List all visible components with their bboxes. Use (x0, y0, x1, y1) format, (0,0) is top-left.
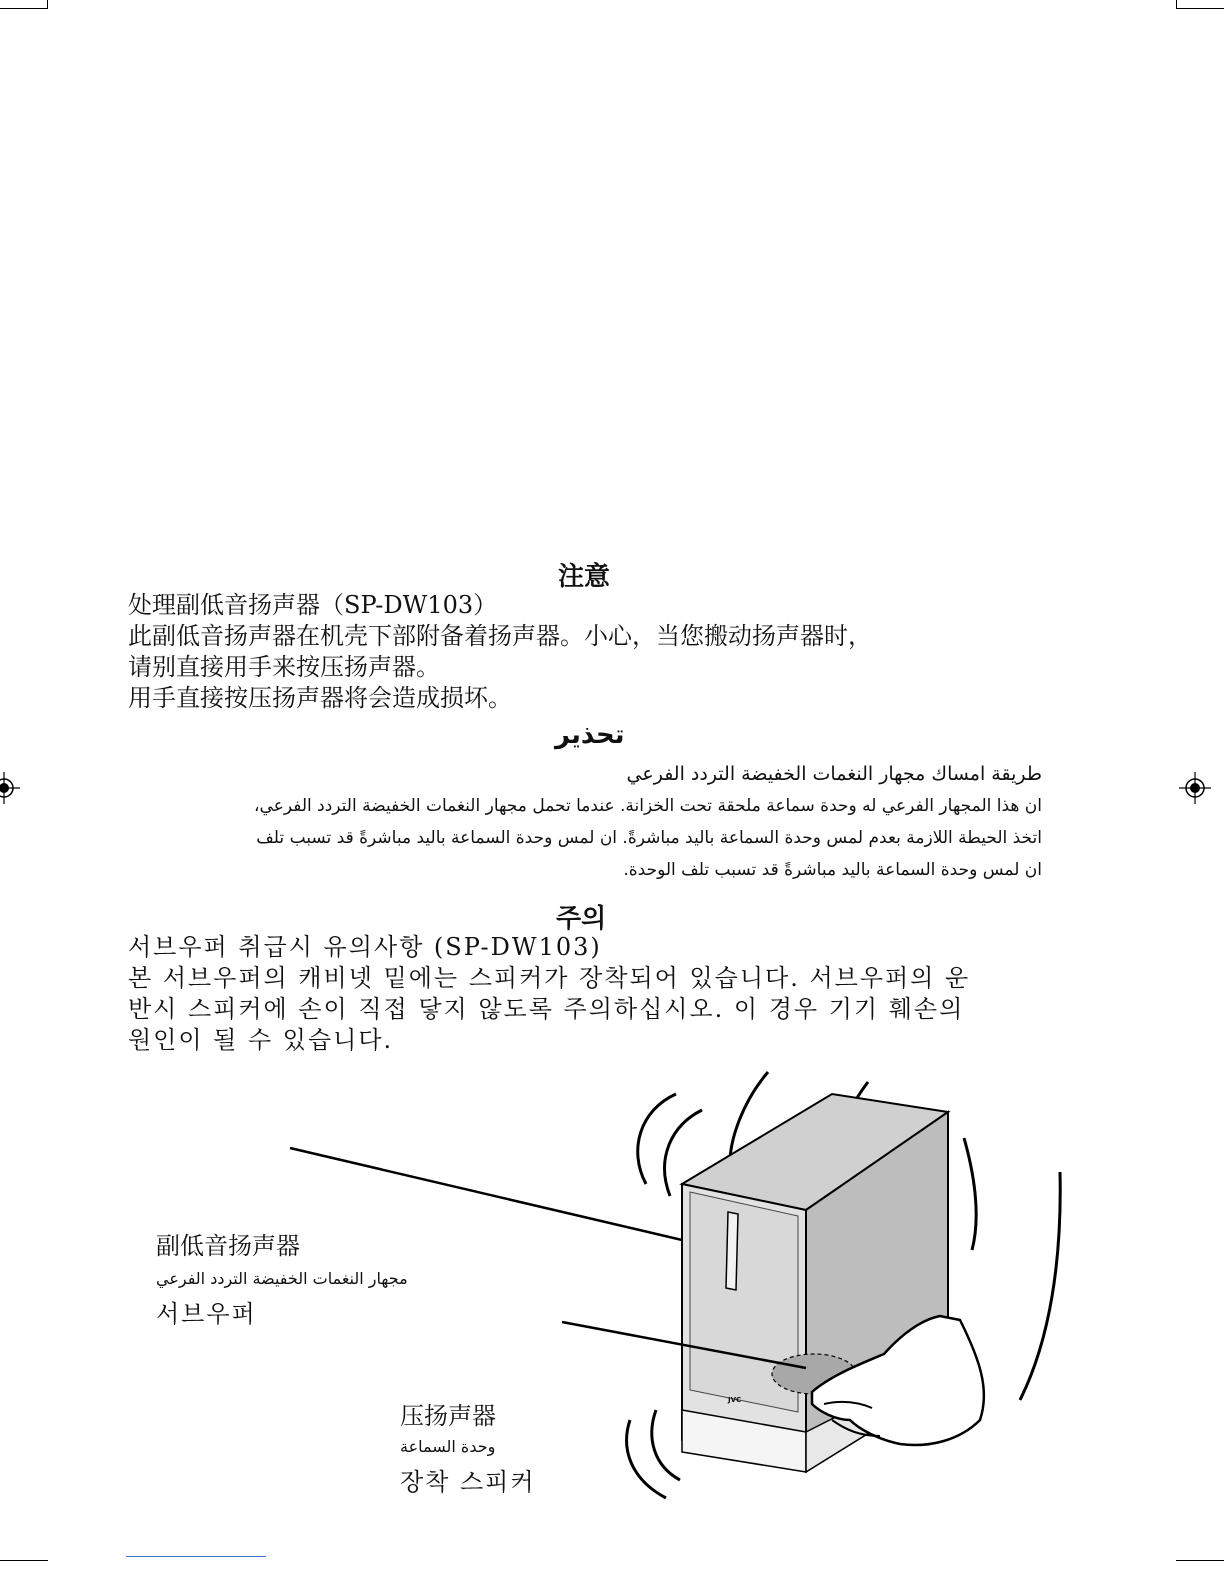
speaker-label-zh: 压扬声器 (400, 1402, 496, 1430)
chinese-caution-body (128, 590, 1088, 714)
chinese-text-line: 此副低音扬声器在机壳下部附备着扬声器。小心，当您搬动扬声器时， (128, 622, 872, 650)
crop-mark (1176, 0, 1177, 8)
korean-caution-body (128, 932, 1028, 1056)
subwoofer-label-ko: 서브우퍼 (156, 1300, 257, 1328)
chinese-text-line: 请别直接用手来按压扬声器。 (128, 653, 440, 681)
arabic-caution-title: تحذير (555, 720, 625, 750)
subwoofer-label-ar: مجهار النغمات الخفيضة التردد الفرعي (156, 1269, 408, 1288)
speaker-label-ar: وحدة السماعة (400, 1437, 496, 1456)
jvc-logo: JVC (728, 1396, 742, 1404)
speaker-label-ko: 장착 스피커 (400, 1468, 536, 1496)
korean-caution-title: 주의 (556, 904, 607, 934)
korean-text-line: 본 서브우퍼의 캐비넷 밑에는 스피커가 장착되어 있습니다. 서브우퍼의 운 (128, 964, 971, 992)
crop-mark (0, 8, 48, 9)
crop-mark (47, 0, 48, 8)
speaker-label (400, 1396, 536, 1497)
registration-mark-icon (0, 772, 20, 804)
arabic-text-line: اتخذ الحيطة اللازمة بعدم لمس وحدة السماعة باليد مباشرةً. ان لمس وحدة السماعة باليد مباشرةً قد تسبب تلف (256, 828, 1042, 848)
korean-heading-line: 서브우퍼 취급시 유의사항 (SP-DW103) (128, 933, 602, 961)
subwoofer-label (156, 1226, 466, 1329)
footer-rule (126, 1556, 266, 1557)
crop-mark (1176, 1560, 1224, 1561)
arabic-heading-line: طريقة امساك مجهار النغمات الخفيضة التردد الفرعي (626, 763, 1042, 785)
subwoofer-label-zh: 副低音扬声器 (156, 1232, 300, 1260)
chinese-text-line: 用手直接按压扬声器将会造成损坏。 (128, 684, 512, 712)
korean-text-line: 원인이 될 수 있습니다. (128, 1026, 394, 1054)
korean-text-line: 반시 스피커에 손이 직접 닿지 않도록 주의하십시오. 이 경우 기기 훼손의 (128, 995, 965, 1023)
crop-mark (0, 1560, 48, 1561)
arabic-caution-body (150, 758, 1042, 886)
registration-mark-icon (1179, 772, 1211, 804)
chinese-heading-line: 处理副低音扬声器（SP-DW103） (128, 591, 498, 619)
arabic-text-line: ان هذا المجهار الفرعي له وحدة سماعة ملحقة تحت الخزانة. عندما تحمل مجهار النغمات الخفيضة التردد الفرعي، (254, 796, 1042, 816)
crop-mark (1176, 8, 1224, 9)
arabic-text-line: ان لمس وحدة السماعة باليد مباشرةً قد تسبب تلف الوحدة. (623, 860, 1042, 880)
chinese-caution-title: 注意 (558, 562, 611, 592)
